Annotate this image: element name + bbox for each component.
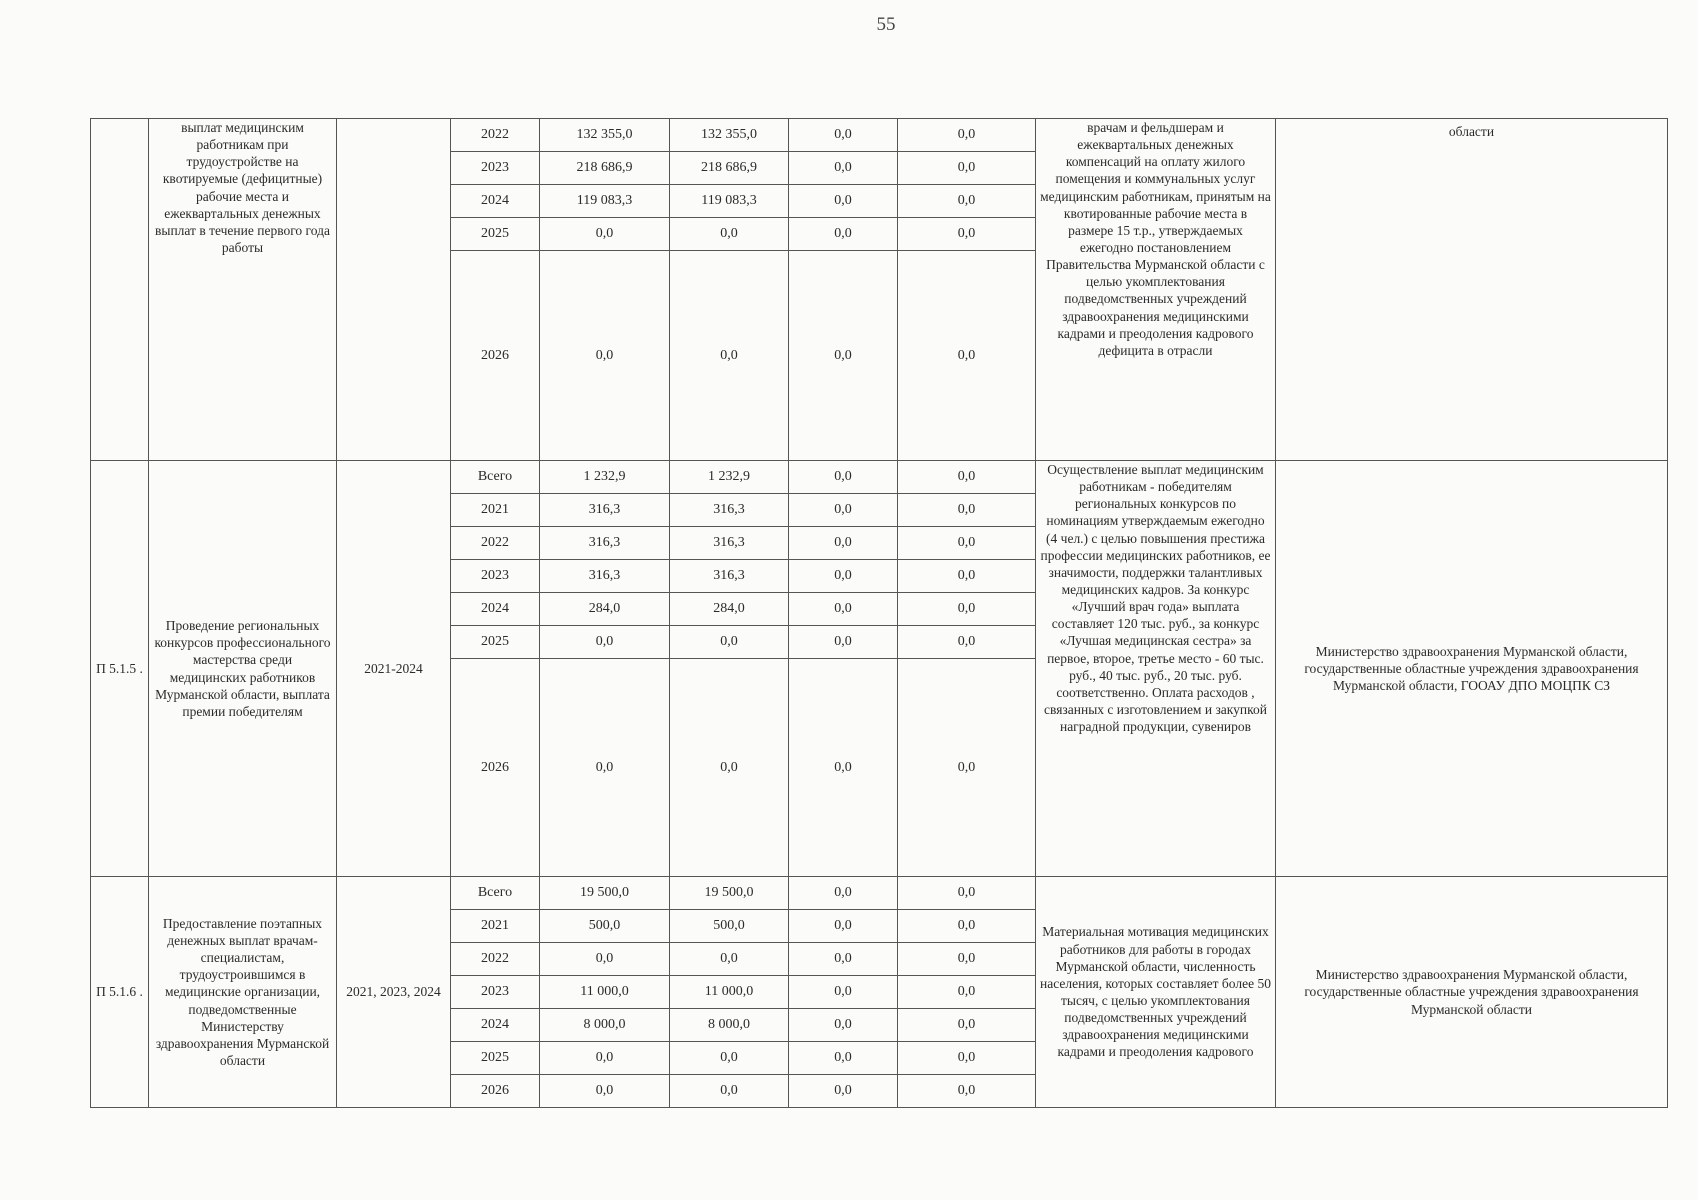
federal-cell: 0,0 [789, 494, 898, 527]
other-cell: 0,0 [898, 1009, 1036, 1042]
other-cell: 0,0 [898, 1042, 1036, 1075]
total-cell: 132 355,0 [540, 119, 670, 152]
year-cell: 2024 [451, 593, 540, 626]
year-cell: 2022 [451, 527, 540, 560]
federal-cell: 0,0 [789, 1075, 898, 1108]
year-cell: 2022 [451, 119, 540, 152]
other-cell: 0,0 [898, 152, 1036, 185]
other-cell: 0,0 [898, 560, 1036, 593]
regional-cell: 0,0 [670, 626, 789, 659]
regional-cell: 316,3 [670, 560, 789, 593]
other-cell: 0,0 [898, 943, 1036, 976]
year-cell: 2025 [451, 626, 540, 659]
table-row [91, 877, 1668, 910]
table-row [91, 461, 1668, 494]
federal-cell: 0,0 [789, 119, 898, 152]
year-cell: Всего [451, 461, 540, 494]
federal-cell: 0,0 [789, 943, 898, 976]
regional-cell: 8 000,0 [670, 1009, 789, 1042]
period-cell [337, 119, 451, 461]
regional-cell: 316,3 [670, 527, 789, 560]
table-row [91, 119, 1668, 152]
year-cell: 2021 [451, 494, 540, 527]
total-cell: 316,3 [540, 527, 670, 560]
total-cell: 316,3 [540, 494, 670, 527]
other-cell: 0,0 [898, 877, 1036, 910]
year-cell: 2022 [451, 943, 540, 976]
executor-cell: области [1276, 119, 1668, 461]
year-cell: 2023 [451, 152, 540, 185]
federal-cell: 0,0 [789, 626, 898, 659]
other-cell: 0,0 [898, 461, 1036, 494]
other-cell: 0,0 [898, 494, 1036, 527]
total-cell: 0,0 [540, 943, 670, 976]
total-cell: 500,0 [540, 910, 670, 943]
federal-cell: 0,0 [789, 593, 898, 626]
total-cell: 0,0 [540, 626, 670, 659]
federal-cell: 0,0 [789, 560, 898, 593]
other-cell: 0,0 [898, 119, 1036, 152]
regional-cell: 284,0 [670, 593, 789, 626]
measure-name-cell: выплат медицинским работникам при трудоустройстве на квотируемые (дефицитные) рабочие места и ежеквартальных денежных выплат в течение первого года работы [149, 119, 337, 461]
year-cell: 2023 [451, 560, 540, 593]
other-cell: 0,0 [898, 1075, 1036, 1108]
total-cell: 1 232,9 [540, 461, 670, 494]
regional-cell: 132 355,0 [670, 119, 789, 152]
total-cell: 0,0 [540, 1042, 670, 1075]
federal-cell: 0,0 [789, 910, 898, 943]
year-cell: 2024 [451, 185, 540, 218]
period-cell: 2021, 2023, 2024 [337, 877, 451, 1108]
total-cell: 0,0 [540, 251, 670, 461]
regional-cell: 0,0 [670, 218, 789, 251]
regional-cell: 0,0 [670, 659, 789, 877]
year-cell: 2026 [451, 659, 540, 877]
other-cell: 0,0 [898, 527, 1036, 560]
other-cell: 0,0 [898, 910, 1036, 943]
measure-name-cell: Проведение региональных конкурсов профессионального мастерства среди медицинских работников Мурманской области, выплата премии победителям [149, 461, 337, 877]
federal-cell: 0,0 [789, 976, 898, 1009]
budget-table [90, 118, 1668, 1108]
total-cell: 284,0 [540, 593, 670, 626]
federal-cell: 0,0 [789, 1009, 898, 1042]
period-cell: 2021-2024 [337, 461, 451, 877]
year-cell: 2026 [451, 251, 540, 461]
federal-cell: 0,0 [789, 251, 898, 461]
result-cell: врачам и фельдшерам и ежеквартальных денежных компенсаций на оплату жилого помещения и коммунальных услуг медицинским работникам, принятым на квотированные рабочие места в размере 15 т.р., утверждаемых ежегодно постановлением Правительства Мурманской области с целью укомплектования подведомственных учреждений здравоохранения медицинскими кадрами и преодоления кадрового дефицита в отрасли [1036, 119, 1276, 461]
total-cell: 316,3 [540, 560, 670, 593]
measure-name-cell: Предоставление поэтапных денежных выплат врачам-специалистам, трудоустроившимся в медицинские организации, подведомственные Министерству здравоохранения Мурманской области [149, 877, 337, 1108]
year-cell: 2025 [451, 218, 540, 251]
regional-cell: 19 500,0 [670, 877, 789, 910]
regional-cell: 218 686,9 [670, 152, 789, 185]
total-cell: 0,0 [540, 1075, 670, 1108]
federal-cell: 0,0 [789, 527, 898, 560]
regional-cell: 119 083,3 [670, 185, 789, 218]
code-cell [91, 119, 149, 461]
federal-cell: 0,0 [789, 1042, 898, 1075]
other-cell: 0,0 [898, 976, 1036, 1009]
other-cell: 0,0 [898, 593, 1036, 626]
federal-cell: 0,0 [789, 461, 898, 494]
regional-cell: 316,3 [670, 494, 789, 527]
year-cell: 2026 [451, 1075, 540, 1108]
regional-cell: 1 232,9 [670, 461, 789, 494]
regional-cell: 0,0 [670, 251, 789, 461]
federal-cell: 0,0 [789, 152, 898, 185]
other-cell: 0,0 [898, 659, 1036, 877]
code-cell: П 5.1.6 . [91, 877, 149, 1108]
regional-cell: 500,0 [670, 910, 789, 943]
federal-cell: 0,0 [789, 877, 898, 910]
total-cell: 0,0 [540, 659, 670, 877]
total-cell: 0,0 [540, 218, 670, 251]
total-cell: 11 000,0 [540, 976, 670, 1009]
regional-cell: 11 000,0 [670, 976, 789, 1009]
result-cell: Осуществление выплат медицинским работникам - победителям региональных конкурсов по номинациям утверждаемым ежегодно (4 чел.) с целью повышения престижа профессии медицинских работников, ее значимости, поддержки талантливых медицинских кадров. За конкурс «Лучший врач года» выплата составляет 120 тыс. руб., за конкурс «Лучшая медицинская сестра» за первое, второе, третье место - 60 тыс. руб., 40 тыс. руб., 20 тыс. руб. соответственно. Оплата расходов , связанных с изготовлением и закупкой наградной продукции, сувениров [1036, 461, 1276, 877]
total-cell: 119 083,3 [540, 185, 670, 218]
year-cell: 2023 [451, 976, 540, 1009]
total-cell: 8 000,0 [540, 1009, 670, 1042]
result-cell: Материальная мотивация медицинских работников для работы в городах Мурманской области, численность населения, которых составляет более 50 тысяч, с целью укомплектования подведомственных учреждений здравоохранения медицинскими кадрами и преодоления кадрового [1036, 877, 1276, 1108]
federal-cell: 0,0 [789, 185, 898, 218]
other-cell: 0,0 [898, 251, 1036, 461]
page-number: 55 [876, 14, 896, 35]
year-cell: Всего [451, 877, 540, 910]
year-cell: 2021 [451, 910, 540, 943]
regional-cell: 0,0 [670, 1075, 789, 1108]
regional-cell: 0,0 [670, 1042, 789, 1075]
federal-cell: 0,0 [789, 218, 898, 251]
federal-cell: 0,0 [789, 659, 898, 877]
code-cell: П 5.1.5 . [91, 461, 149, 877]
executor-cell: Министерство здравоохранения Мурманской области, государственные областные учреждения здравоохранения Мурманской области, ГООАУ ДПО МОЦПК СЗ [1276, 461, 1668, 877]
other-cell: 0,0 [898, 185, 1036, 218]
other-cell: 0,0 [898, 218, 1036, 251]
other-cell: 0,0 [898, 626, 1036, 659]
year-cell: 2024 [451, 1009, 540, 1042]
regional-cell: 0,0 [670, 943, 789, 976]
total-cell: 218 686,9 [540, 152, 670, 185]
total-cell: 19 500,0 [540, 877, 670, 910]
executor-cell: Министерство здравоохранения Мурманской области, государственные областные учреждения здравоохранения Мурманской области [1276, 877, 1668, 1108]
year-cell: 2025 [451, 1042, 540, 1075]
